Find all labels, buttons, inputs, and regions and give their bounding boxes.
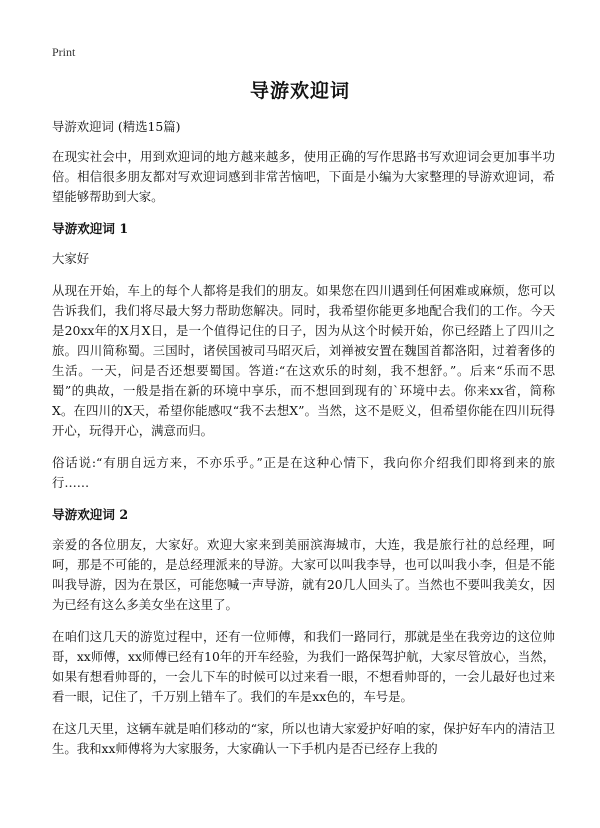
- page-title: 导游欢迎词: [249, 80, 350, 102]
- section-2-paragraph: 在这几天里，这辆车就是咱们移动的“家，所以也请大家爱护好咱的家，保护好车内的清洁卫生。我和xx师傅将为大家服务，大家确认一下手机内是否已经存上我的: [52, 721, 555, 756]
- intro-paragraph: 在现实社会中，用到欢迎词的地方越来越多，使用正确的写作思路书写欢迎词会更加事半功倍。相信很多朋友都对写欢迎词感到非常苦恼吧，下面是小编为大家整理的导游欢迎词，希望能够帮助到大家。: [52, 149, 555, 204]
- section-heading-1: 导游欢迎词 1: [52, 221, 129, 236]
- article-subtitle: 导游欢迎词 (精选15篇): [52, 119, 181, 134]
- section-1-paragraph: 从现在开始，车上的每个人都将是我们的朋友。如果您在四川遇到任何困难或麻烦，您可以告诉我们，我们将尽最大努力帮助您解决。同时，我希望你能更多地配合我们的工作。今天是20xx年的X月X日，是一个值得记住的日子，因为从这个时候开始，你已经踏上了四川之旅。四川简称蜀。三国时，诸侯国被司马昭灭后，刘禅被安置在魏国首都洛阳，过着奢侈的生活。一天，问是否还想要蜀国。答道:“在这欢乐的时刻，我不想舒。”。后来“乐而不思蜀”的典故，一般是指在新的环境中享乐，而不想回到现有的`环境中去。你来xx省，简称X。在四川的X天，希望你能感叹“我不去想X”。当然，这不是贬义，但希望你能在四川玩得开心，玩得开心，满意而归。: [52, 283, 555, 438]
- article-body: [52, 117, 555, 771]
- print-link[interactable]: Print: [52, 45, 76, 59]
- section-2-paragraph: 在咱们这几天的游览过程中，还有一位师傅，和我们一路同行，那就是坐在我旁边的这位帅哥，xx师傅，xx师傅已经有10年的开车经验，为我们一路保驾护航，大家尽管放心，当然，如果有想看帅哥的，一会儿下车的时候可以过来看一眼，不想看帅哥的，一会儿最好也过来看一眼，记住了，千万别上错车了。我们的车是xx色的，车号是。: [52, 629, 555, 704]
- section-heading-2: 导游欢迎词 2: [52, 507, 129, 522]
- section-1-paragraph: 俗话说:“有朋自远方来，不亦乐乎。”正是在这种心情下，我向你介绍我们即将到来的旅行……: [52, 455, 555, 490]
- section-1-greeting: 大家好: [52, 251, 90, 266]
- section-2-paragraph: 亲爱的各位朋友，大家好。欢迎大家来到美丽滨海城市，大连，我是旅行社的总经理，呵呵，那是不可能的，是总经理派来的导游。大家可以叫我李导，也可以叫我小李，但是不能叫我导游，因为在景区，可能您喊一声导游，就有20几人回头了。当然也不要叫我美女，因为已经有这么多美女坐在这里了。: [52, 537, 555, 612]
